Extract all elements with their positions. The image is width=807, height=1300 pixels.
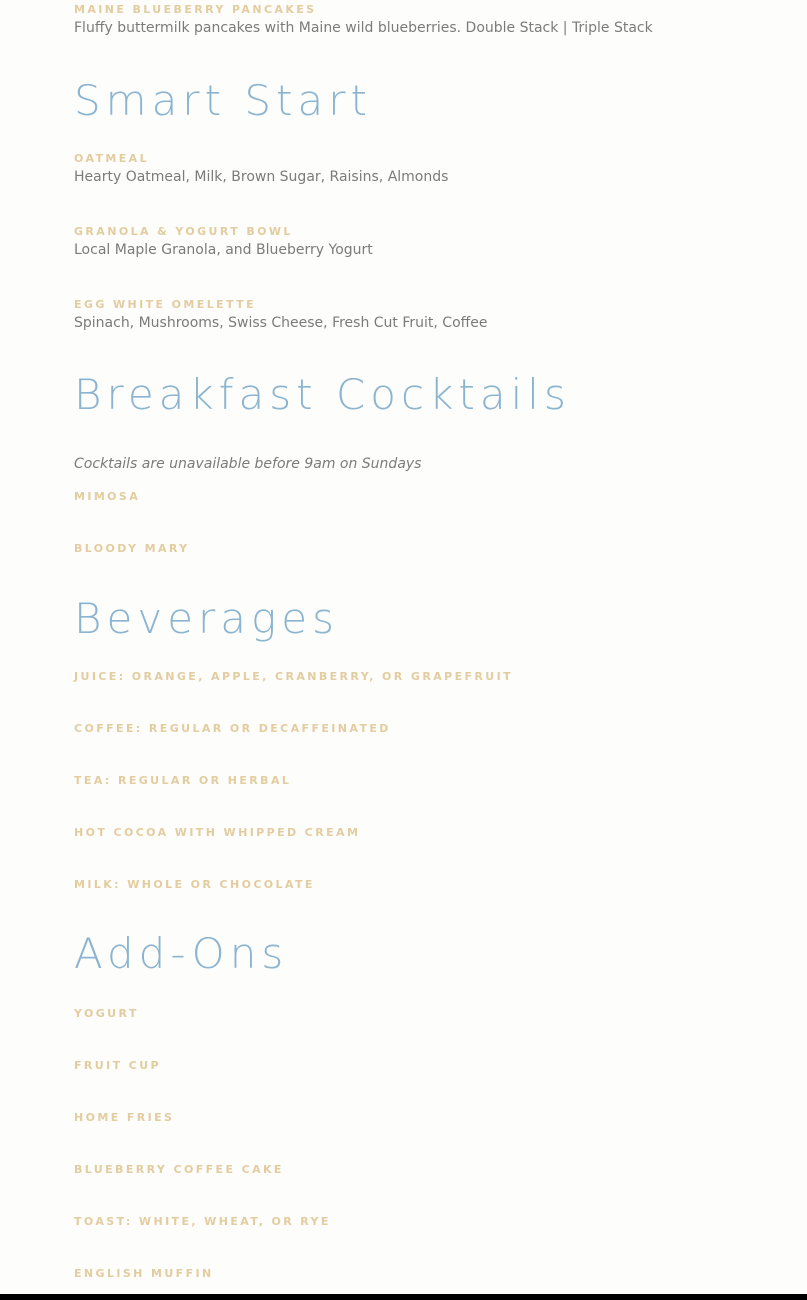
item-name-granola-yogurt-bowl: GRANOLA & YOGURT BOWL (74, 225, 293, 238)
item-description: Spinach, Mushrooms, Swiss Cheese, Fresh Cut Fruit, Coffee (74, 315, 488, 331)
section-title-breakfast-cocktails: Breakfast Cocktails (74, 370, 571, 419)
item-description: Local Maple Granola, and Blueberry Yogurt (74, 242, 373, 258)
item-name-mimosa: MIMOSA (74, 490, 141, 503)
item-name-bloody-mary: BLOODY MARY (74, 542, 190, 555)
item-name-tea: TEA: REGULAR OR HERBAL (74, 774, 292, 787)
item-name-fruit-cup: FRUIT CUP (74, 1059, 162, 1072)
bottom-border (0, 1294, 807, 1300)
item-name-oatmeal: OATMEAL (74, 152, 150, 165)
item-description: Hearty Oatmeal, Milk, Brown Sugar, Raisins, Almonds (74, 169, 449, 185)
item-name-hot-cocoa: HOT COCOA WITH WHIPPED CREAM (74, 826, 361, 839)
item-name-english-muffin: ENGLISH MUFFIN (74, 1267, 214, 1280)
item-name-juice: JUICE: ORANGE, APPLE, CRANBERRY, OR GRAPEFRUIT (74, 670, 513, 683)
item-name-egg-white-omelette: EGG WHITE OMELETTE (74, 298, 256, 311)
item-name-coffee: COFFEE: REGULAR OR DECAFFEINATED (74, 722, 391, 735)
item-name-home-fries: HOME FRIES (74, 1111, 175, 1124)
item-name-yogurt: YOGURT (74, 1007, 139, 1020)
item-name-blueberry-coffee-cake: BLUEBERRY COFFEE CAKE (74, 1163, 284, 1176)
item-name-maine-blueberry-pancakes: MAINE BLUEBERRY PANCAKES (74, 3, 317, 16)
item-description: Fluffy buttermilk pancakes with Maine wild blueberries. Double Stack | Triple Stack (74, 20, 653, 36)
cocktails-note: Cocktails are unavailable before 9am on Sundays (74, 456, 422, 472)
section-title-smart-start: Smart Start (74, 76, 372, 125)
item-name-milk: MILK: WHOLE OR CHOCOLATE (74, 878, 315, 891)
item-name-toast: TOAST: WHITE, WHEAT, OR RYE (74, 1215, 331, 1228)
section-title-beverages: Beverages (74, 594, 339, 643)
section-title-add-ons: Add-Ons (74, 929, 289, 978)
